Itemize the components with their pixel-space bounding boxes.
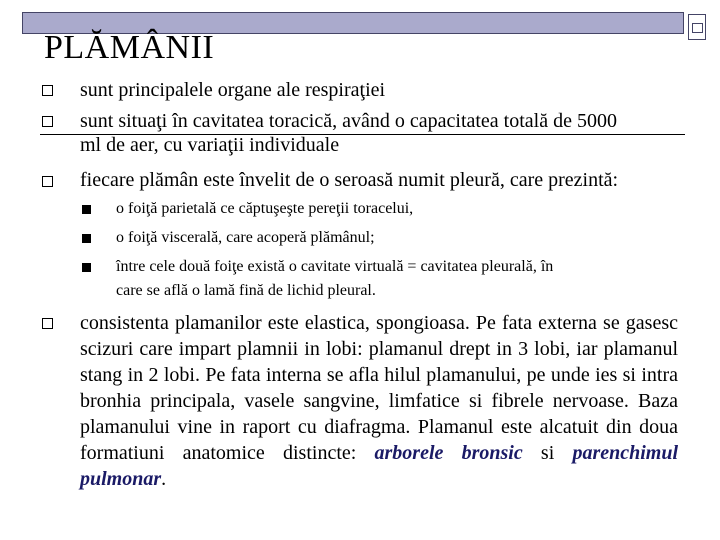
bullet-4-paragraph bbox=[80, 310, 678, 492]
hollow-square-bullet-icon bbox=[42, 176, 53, 187]
sub-bullet-1: o foiţă parietală ce căptuşeşte pereţii toracelui, bbox=[116, 200, 414, 217]
bullet-2: sunt situaţi în cavitatea toracică, având o capacitatea totală de 5000 bbox=[80, 110, 617, 132]
bullet-1: sunt principalele organe ale respiraţiei bbox=[80, 79, 386, 101]
hollow-square-bullet-icon bbox=[42, 85, 53, 96]
term-parenchimul-pulmonar: parenchimul pulmonar bbox=[80, 442, 679, 490]
paragraph-text: consistenta plamanilor este elastica, spongioasa. Pe fata externa se gasesc scizuri care impart plamnii in lobi: plamanul drept in 3 lobi, iar plamanul stang in 2 lobi. Pe fata interna se afla hilul plamanului, pe unde ies si intra bronhia principala, vasele sangvine, limfatice si fibrele nervoase. Baza plamanului vine in raport cu diafragma. Plamanul este alcatuit din doua formatiuni anatomice distincte: bbox=[80, 312, 678, 464]
hollow-square-bullet-icon bbox=[42, 318, 53, 329]
paragraph-connector: si bbox=[540, 442, 555, 464]
corner-decoration bbox=[688, 14, 706, 40]
bullet-2-continuation: ml de aer, cu variaţii individuale bbox=[80, 134, 340, 156]
slide-title: PLĂMÂNII bbox=[44, 29, 215, 66]
filled-square-bullet-icon bbox=[82, 205, 91, 214]
filled-square-bullet-icon bbox=[82, 234, 91, 243]
paragraph-end: . bbox=[161, 468, 167, 490]
term-arborele-bronsic: arborele bronsic bbox=[374, 442, 523, 464]
hollow-square-bullet-icon bbox=[42, 116, 53, 127]
corner-inner-decoration bbox=[692, 23, 703, 33]
bullet-3: fiecare plămân este învelit de o seroasă numit pleură, care prezintă: bbox=[80, 169, 619, 191]
sub-bullet-3-continuation: care se află o lamă fină de lichid pleural. bbox=[116, 282, 376, 299]
sub-bullet-3: între cele două foiţe există o cavitate virtuală = cavitatea pleurală, în bbox=[116, 258, 554, 275]
sub-bullet-2: o foiţă viscerală, care acoperă plămânul; bbox=[116, 229, 375, 246]
filled-square-bullet-icon bbox=[82, 263, 91, 272]
